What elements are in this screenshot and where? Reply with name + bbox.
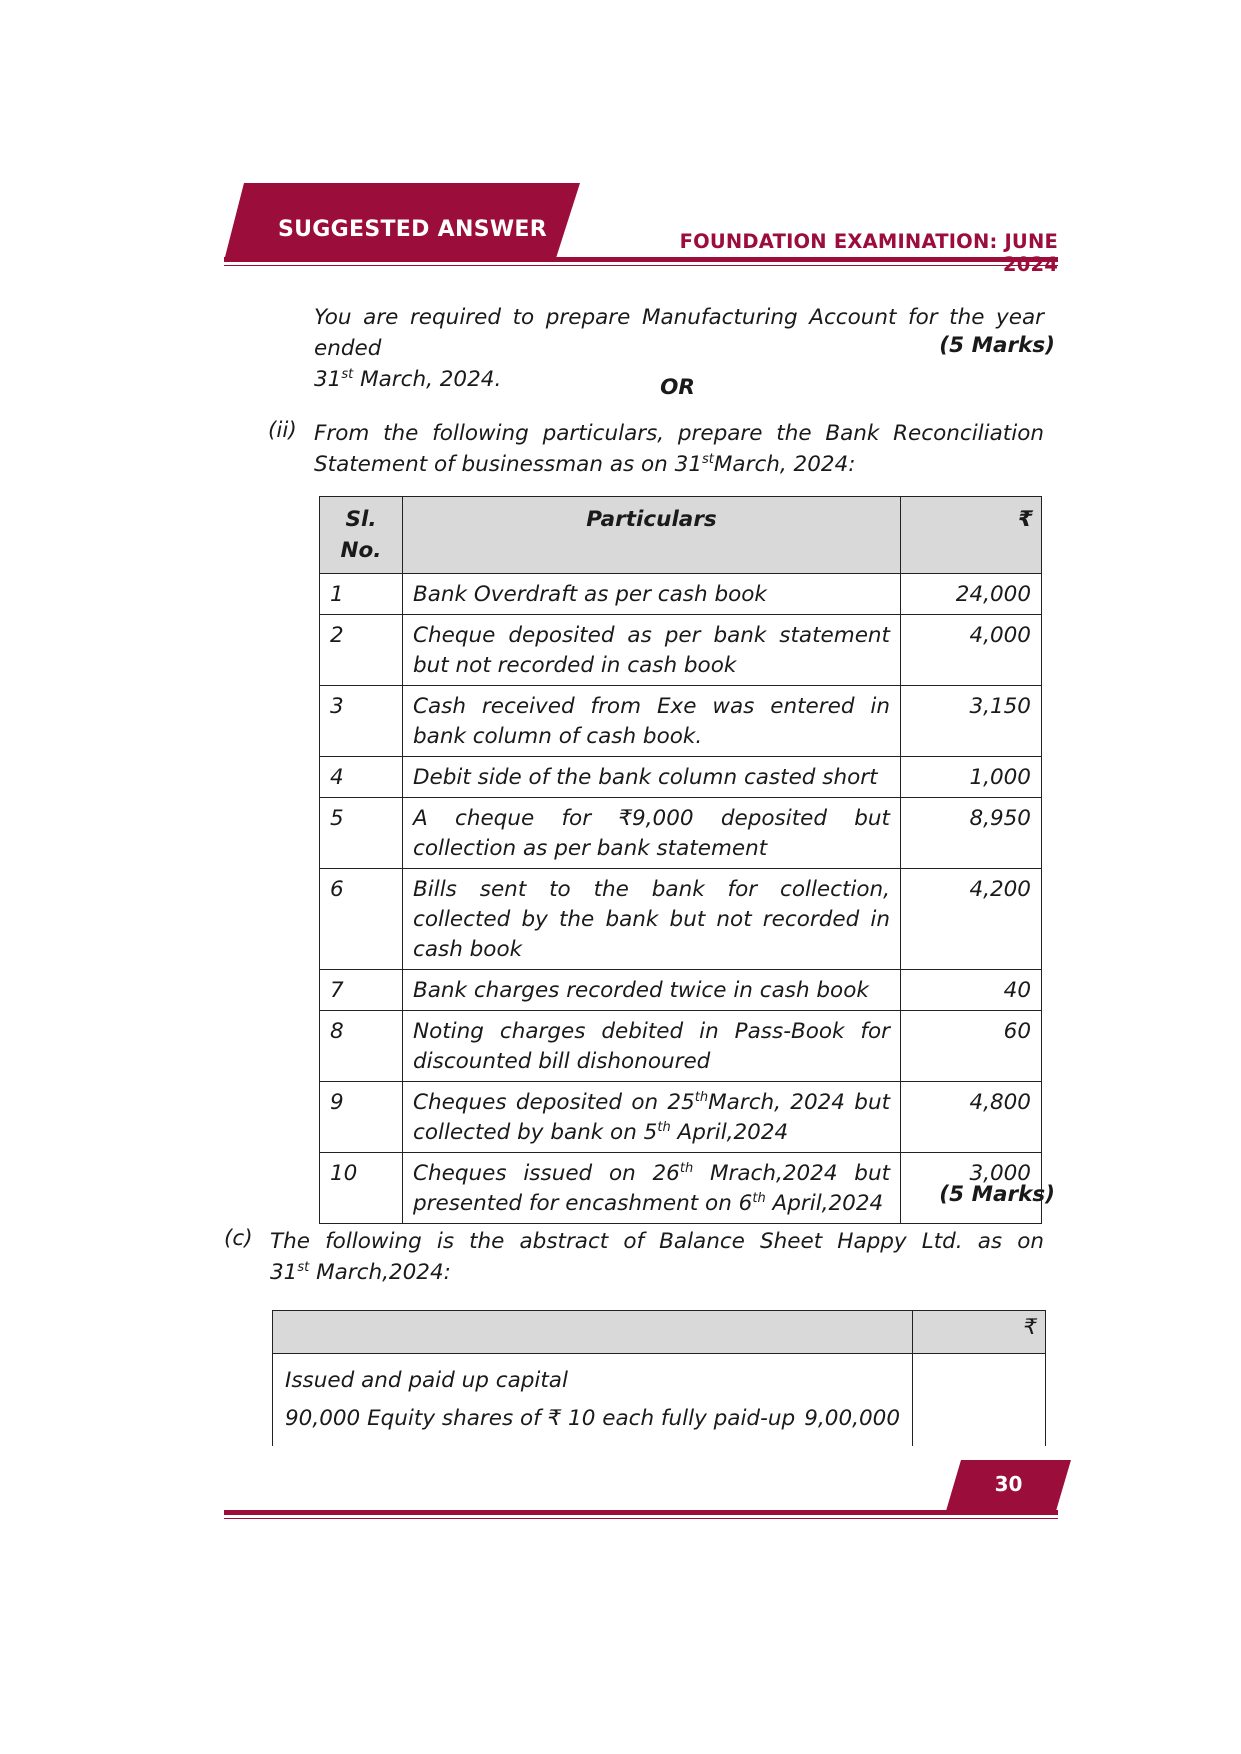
row-amount: 3,150	[901, 686, 1042, 757]
row-particulars: Bank Overdraft as per cash book	[403, 574, 901, 615]
equity-line	[285, 1400, 900, 1438]
row-sup-b: th	[657, 1119, 671, 1135]
table-row	[320, 574, 1042, 615]
part-c-line-1: The following is the abstract of Balance Sheet Happy Ltd. as on	[270, 1229, 1044, 1254]
row-text-a: Cheques issued on 26	[413, 1161, 680, 1186]
header-blank	[273, 1311, 913, 1354]
row-text-b: Mrach,2024 but presented for encashment on 6	[413, 1161, 891, 1216]
table-header-row	[320, 497, 1042, 574]
part-c-label: (c)	[224, 1226, 253, 1251]
row-particulars	[273, 1354, 913, 1447]
part-c-sup: st	[297, 1259, 310, 1275]
intro-date-rest: March, 2024.	[353, 367, 502, 392]
table-row	[320, 757, 1042, 798]
row-particulars: Debit side of the bank column casted short	[403, 757, 901, 798]
row-particulars: Noting charges debited in Pass-Book for discounted bill dishonoured	[403, 1011, 901, 1082]
row-text-b: March, 2024 but collected by bank on 5	[413, 1090, 890, 1145]
part-ii-paragraph	[314, 418, 1044, 480]
row-particulars: Cheque deposited as per bank statement but not recorded in cash book	[403, 615, 901, 686]
footer-rule-thin	[224, 1518, 1058, 1519]
part-ii-line-2-rest: March, 2024:	[713, 452, 856, 477]
part-ii-label: (ii)	[268, 418, 297, 443]
part-c-date-rest: March,2024:	[309, 1260, 451, 1285]
row-sl: 8	[320, 1011, 403, 1082]
header-rule-thin	[224, 265, 1058, 266]
table-row	[320, 686, 1042, 757]
row-text-c: April,2024	[670, 1120, 789, 1145]
table-row	[320, 798, 1042, 869]
header-sl-no: Sl. No.	[320, 497, 403, 574]
row-amount: 4,000	[901, 615, 1042, 686]
row-particulars: Bank charges recorded twice in cash book	[403, 970, 901, 1011]
row-sl: 9	[320, 1082, 403, 1153]
header-amount: ₹	[901, 497, 1042, 574]
row-sl: 1	[320, 574, 403, 615]
intro-date-sup: st	[341, 366, 354, 382]
row-particulars: Cash received from Exe was entered in bank column of cash book.	[403, 686, 901, 757]
row-particulars	[403, 1082, 901, 1153]
part-ii-marks: (5 Marks)	[939, 1182, 1055, 1207]
row-amount: 60	[901, 1011, 1042, 1082]
table-row	[320, 970, 1042, 1011]
or-label: OR	[660, 375, 695, 400]
row-sup-a: th	[694, 1089, 709, 1105]
intro-date-num: 31	[314, 367, 342, 392]
row-amount: 3,000	[901, 1153, 1042, 1224]
row-particulars	[403, 1153, 901, 1224]
page-number: 30	[994, 1472, 1023, 1496]
header-amount: ₹	[913, 1311, 1046, 1354]
row-text-a: Cheques deposited on 25	[413, 1090, 695, 1115]
part-c-paragraph	[270, 1226, 1044, 1288]
capital-heading: Issued and paid up capital	[285, 1368, 568, 1393]
intro-marks: (5 Marks)	[939, 333, 1055, 358]
intro-line-1: You are required to prepare Manufacturing Account for the year ended	[314, 305, 1044, 361]
row-sl: 2	[320, 615, 403, 686]
header-particulars: Particulars	[403, 497, 901, 574]
row-amount: 24,000	[901, 574, 1042, 615]
footer-rule	[224, 1510, 1058, 1515]
header-rule	[224, 257, 1058, 262]
row-sl: 7	[320, 970, 403, 1011]
row-amount: 4,200	[901, 869, 1042, 970]
row-sup-a: th	[679, 1160, 694, 1176]
row-amount: 40	[901, 970, 1042, 1011]
row-text-c: April,2024	[765, 1191, 884, 1216]
row-amount	[913, 1354, 1046, 1447]
row-particulars: A cheque for ₹9,000 deposited but collection as per bank statement	[403, 798, 901, 869]
table-row	[320, 615, 1042, 686]
row-sl: 4	[320, 757, 403, 798]
part-ii-sup: st	[702, 451, 714, 467]
part-ii-line-2-text: Statement of businessman as on 31	[314, 452, 702, 477]
part-c-line-2	[270, 1257, 1044, 1288]
row-sl: 5	[320, 798, 403, 869]
table-row	[320, 1082, 1042, 1153]
table-row	[320, 869, 1042, 970]
row-amount: 1,000	[901, 757, 1042, 798]
equity-text: 90,000 Equity shares of ₹ 10 each fully paid-up	[285, 1406, 796, 1431]
table-header-row	[273, 1311, 1046, 1354]
table-row	[320, 1153, 1042, 1224]
table-row	[320, 1011, 1042, 1082]
equity-value: 9,00,000	[804, 1406, 900, 1431]
row-sup-b: th	[752, 1190, 766, 1206]
header-tab-label: SUGGESTED ANSWER	[278, 217, 547, 242]
row-sl: 3	[320, 686, 403, 757]
row-sl: 10	[320, 1153, 403, 1224]
row-amount: 8,950	[901, 798, 1042, 869]
table-row	[273, 1354, 1046, 1447]
balance-sheet-table	[272, 1310, 1046, 1446]
row-amount: 4,800	[901, 1082, 1042, 1153]
part-ii-line-1: From the following particulars, prepare the Bank Reconciliation	[314, 421, 1044, 446]
part-ii-line-2	[314, 449, 1044, 480]
part-c-date-num: 31	[270, 1260, 298, 1285]
exam-title: FOUNDATION EXAMINATION: JUNE	[679, 230, 1058, 253]
row-sl: 6	[320, 869, 403, 970]
bank-reconciliation-table	[319, 496, 1042, 1224]
row-particulars: Bills sent to the bank for collection, collected by the bank but not recorded in cash book	[403, 869, 901, 970]
